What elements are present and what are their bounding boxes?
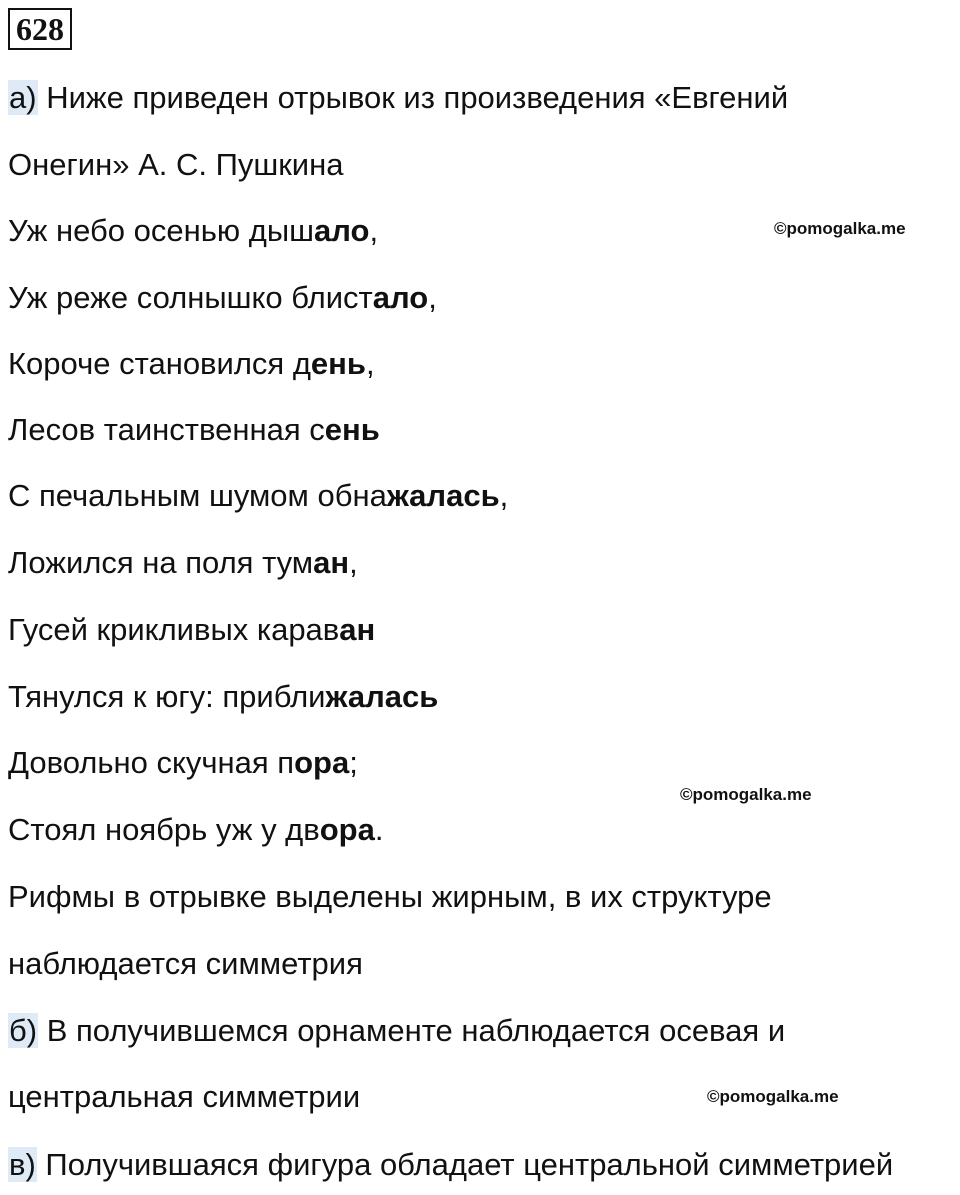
rhyme-ending: ало bbox=[314, 213, 370, 248]
part-b-line1 bbox=[8, 1011, 785, 1051]
poem-line: Ложился на поля туман, bbox=[8, 545, 358, 580]
poem-line: Гусей крикливых караван bbox=[8, 612, 376, 647]
part-a-conclusion-line1: Рифмы в отрывке выделены жирным, в их структуре bbox=[8, 879, 772, 914]
watermark: ©pomogalka.me bbox=[707, 1087, 839, 1106]
rhyme-ending: ан bbox=[313, 545, 350, 580]
poem-line: Лесов таинственная сень bbox=[8, 412, 380, 447]
part-a-intro-text: Ниже приведен отрывок из произведения «Евгений bbox=[37, 80, 789, 115]
rhyme-ending: жалась bbox=[386, 478, 500, 513]
part-a-conclusion-line2: наблюдается симметрия bbox=[8, 946, 363, 981]
part-c-marker: в) bbox=[9, 1147, 36, 1182]
rhyme-ending: ора bbox=[294, 745, 350, 780]
poem-line: С печальным шумом обнажалась, bbox=[8, 478, 509, 513]
rhyme-ending: ень bbox=[310, 346, 366, 381]
part-b-text: В получившемся орнаменте наблюдается осевая и bbox=[38, 1013, 786, 1048]
watermark: ©pomogalka.me bbox=[774, 219, 906, 238]
poem-line: Стоял ноябрь уж у двора. bbox=[8, 812, 384, 847]
part-c-text: Получившаяся фигура обладает центральной симметрией bbox=[36, 1147, 894, 1182]
rhyme-ending: ора bbox=[319, 812, 375, 847]
rhyme-ending: жалась bbox=[325, 679, 439, 714]
part-a-intro-line1 bbox=[8, 78, 788, 118]
part-b-marker: б) bbox=[9, 1013, 38, 1048]
rhyme-ending: ень bbox=[324, 412, 380, 447]
part-c-line1 bbox=[8, 1145, 893, 1185]
poem-line: Уж реже солнышко блистало, bbox=[8, 280, 437, 315]
poem-line: Довольно скучная пора; bbox=[8, 745, 358, 780]
rhyme-ending: ало bbox=[372, 280, 429, 315]
task-number: 628 bbox=[8, 8, 72, 50]
poem-line: Тянулся к югу: приближалась bbox=[8, 679, 439, 714]
part-a-marker: а) bbox=[9, 80, 37, 115]
poem-line: Уж небо осенью дышало, bbox=[8, 213, 379, 248]
part-b-line2: центральная симметрии bbox=[8, 1079, 361, 1114]
watermark: ©pomogalka.me bbox=[680, 785, 812, 804]
poem-line: Короче становился день, bbox=[8, 346, 375, 381]
rhyme-ending: ан bbox=[339, 612, 376, 647]
part-a-intro-line2: Онегин» А. С. Пушкина bbox=[8, 147, 344, 182]
